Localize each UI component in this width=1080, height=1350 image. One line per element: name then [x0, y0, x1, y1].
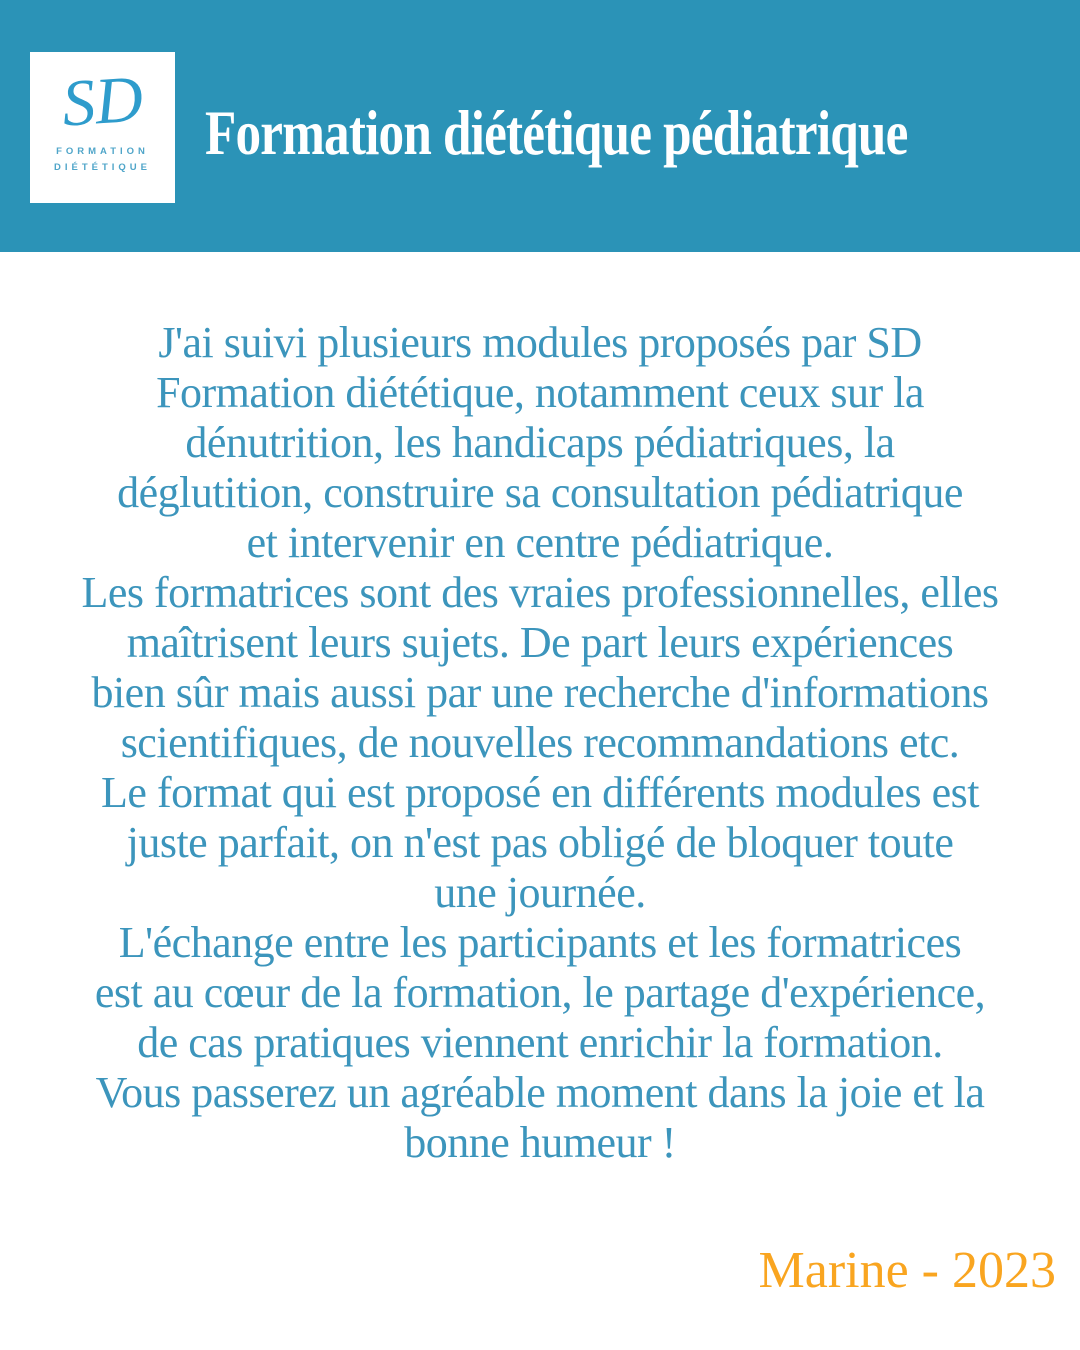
testimonial-line: bonne humeur !	[404, 1118, 676, 1167]
header-band	[0, 0, 1080, 252]
testimonial-text	[0, 318, 1080, 1168]
logo-label-line1: FORMATION	[56, 146, 149, 157]
testimonial-line: est au cœur de la formation, le partage d'expérience,	[94, 968, 986, 1017]
testimonial-line: Vous passerez un agréable moment dans la joie et la	[95, 1068, 985, 1117]
logo-monogram: SD	[59, 62, 146, 141]
testimonial-line: Formation diététique, notamment ceux sur la	[156, 368, 924, 417]
testimonial-line: Le format qui est proposé en différents modules est	[101, 768, 979, 817]
testimonial-line: scientifiques, de nouvelles recommandations etc.	[120, 718, 960, 767]
testimonial-line: dénutrition, les handicaps pédiatriques, la	[185, 418, 895, 467]
testimonial-line: L'échange entre les participants et les formatrices	[118, 918, 962, 967]
testimonial-line: déglutition, construire sa consultation pédiatrique	[117, 468, 963, 517]
testimonial-line: de cas pratiques viennent enrichir la formation.	[137, 1018, 943, 1067]
testimonial-line: bien sûr mais aussi par une recherche d'informations	[91, 668, 989, 717]
testimonial-line: Les formatrices sont des vraies professionnelles, elles	[81, 568, 999, 617]
logo	[30, 52, 175, 203]
testimonial-line: J'ai suivi plusieurs modules proposés par SD	[158, 318, 922, 367]
testimonial-line: une journée.	[434, 868, 646, 917]
testimonial-line: maîtrisent leurs sujets. De part leurs expériences	[126, 618, 954, 667]
signature: Marine - 2023	[758, 1242, 1056, 1299]
page-title: Formation diététique pédiatrique	[205, 97, 908, 168]
logo-label	[30, 144, 175, 176]
testimonial-line: et intervenir en centre pédiatrique.	[246, 518, 834, 567]
logo-label-line2: DIÉTÉTIQUE	[53, 162, 151, 173]
testimonial-line: juste parfait, on n'est pas obligé de bloquer toute	[126, 818, 954, 867]
